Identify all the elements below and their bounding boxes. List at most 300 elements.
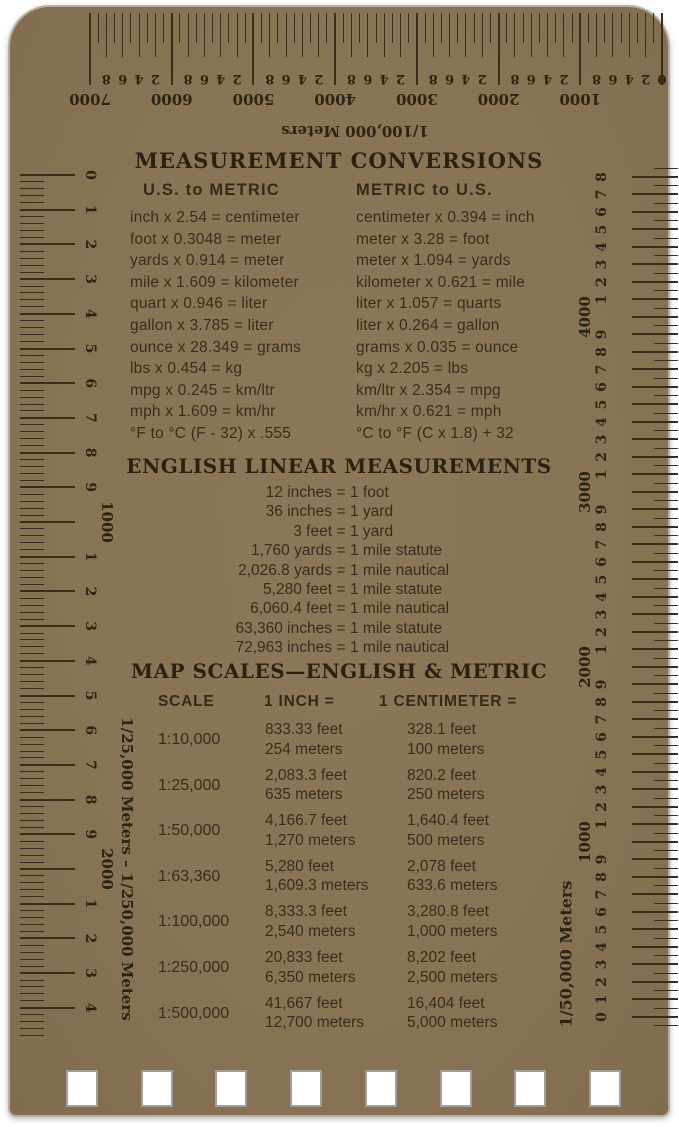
ruler-number: 2 <box>594 277 610 287</box>
ruler-tick <box>20 265 44 266</box>
page-title: MEASUREMENT CONVERSIONS <box>134 148 544 173</box>
ruler-number: 2 <box>594 627 610 637</box>
ruler-tick <box>632 246 678 248</box>
binding-hole <box>365 1070 397 1107</box>
ruler-tick <box>632 229 678 231</box>
ruler-tick <box>20 397 44 398</box>
ruler-tick <box>490 13 491 43</box>
conversion-row: ounce x 28.349 = grams <box>130 338 302 356</box>
ruler-tick <box>188 13 189 57</box>
english-linear-quantity: 5,280 feet <box>263 581 332 599</box>
ruler-number: 6 <box>594 207 610 217</box>
ruler-tick <box>20 515 44 516</box>
map-inch-cell <box>265 994 364 1033</box>
ruler-tick <box>20 299 44 300</box>
ruler-number: 6 <box>594 557 610 567</box>
ruler-tick <box>20 584 44 585</box>
ruler-tick <box>179 13 180 43</box>
ruler-number: 7 <box>594 889 610 900</box>
ruler-tick <box>457 13 458 43</box>
map-centimeter-feet: 820.2 feet <box>407 766 476 784</box>
ruler-number: 4 <box>594 242 610 252</box>
map-inch-feet: 833.33 feet <box>265 721 343 738</box>
ruler-tick <box>425 13 426 43</box>
ruler-number: 1 <box>82 898 98 909</box>
ruler-tick <box>539 13 540 43</box>
ruler-tick <box>632 544 678 546</box>
ruler-tick <box>367 13 368 57</box>
map-centimeter-feet: 328.1 feet <box>407 721 476 738</box>
english-linear-row <box>138 483 548 502</box>
ruler-tick <box>632 211 678 213</box>
ruler-tick <box>20 424 44 425</box>
ruler-tick <box>588 13 589 43</box>
ruler-tick <box>506 13 507 43</box>
ruler-tick <box>334 13 336 85</box>
ruler-tick <box>20 195 44 196</box>
ruler-tick <box>400 13 401 57</box>
ruler-tick <box>351 13 352 57</box>
conversion-row: mph x 1.609 = km/hr <box>130 403 276 421</box>
ruler-tick <box>654 535 678 536</box>
ruler-tick <box>654 640 678 641</box>
ruler-tick <box>632 684 678 686</box>
ruler-number: 9 <box>82 829 98 840</box>
map-scales-heading: MAP SCALES—ENGLISH & METRIC <box>130 659 548 683</box>
ruler-tick <box>482 13 483 57</box>
ruler-number: 1 <box>594 469 610 480</box>
map-inch-feet: 41,667 feet <box>265 994 343 1012</box>
ruler-number: 6 <box>82 378 98 389</box>
ruler-tick <box>632 649 678 651</box>
ruler-tick <box>20 258 44 259</box>
ruler-tick <box>20 216 44 217</box>
ruler-number: 2 <box>314 71 324 86</box>
map-scale-row <box>10 902 668 944</box>
ruler-tick <box>310 13 311 43</box>
ruler-tick <box>20 563 44 564</box>
ruler-number: 1 <box>594 294 610 305</box>
ruler-tick <box>20 855 44 856</box>
ruler-tick <box>632 509 678 511</box>
ruler-number: 8 <box>346 71 357 86</box>
ruler-number: 4 <box>594 767 610 777</box>
ruler-tick <box>20 306 44 307</box>
ruler-number: 6 <box>594 907 610 917</box>
map-centimeter-meters: 1,000 meters <box>407 922 498 940</box>
ruler-tick <box>20 202 44 203</box>
map-centimeter-feet: 1,640.4 feet <box>407 812 489 830</box>
ruler-tick <box>654 763 678 764</box>
equals-sign: = <box>336 542 346 560</box>
ruler-tick <box>654 430 678 431</box>
ruler-tick <box>654 238 678 239</box>
ruler-number: 3 <box>594 434 610 445</box>
ruler-tick <box>20 181 44 182</box>
ruler-tick <box>465 13 466 57</box>
map-scale-row <box>10 766 668 808</box>
ruler-tick <box>20 556 75 558</box>
map-inch-meters: 12,700 meters <box>265 1014 365 1032</box>
ruler-number: 3 <box>594 609 610 620</box>
conversion-row: °C to °F (C x 1.8) + 32 <box>356 424 514 442</box>
ruler-number: 7 <box>82 760 98 770</box>
binding-hole <box>440 1070 472 1107</box>
ruler-tick <box>632 439 678 441</box>
ruler-tick <box>572 13 573 43</box>
ruler-tick <box>449 13 450 57</box>
ruler-tick <box>498 13 500 85</box>
map-centimeter-meters: 500 meters <box>407 831 485 849</box>
conversion-row: yards x 0.914 = meter <box>130 252 285 270</box>
ruler-number: 4 <box>297 71 308 86</box>
ruler-tick <box>654 413 678 414</box>
ruler-tick <box>20 410 44 411</box>
ruler-thousand-number: 1000 <box>98 501 116 543</box>
map-scale-value: 1:50,000 <box>158 822 221 840</box>
map-inch-feet: 4,166.7 feet <box>265 812 347 830</box>
ruler-number: 6 <box>594 732 610 742</box>
map-col-inch: 1 INCH = <box>264 693 335 710</box>
ruler-thousand-number: 2000 <box>576 646 594 688</box>
english-linear-quantity: 6,060.4 feet <box>250 600 332 618</box>
ruler-tick <box>654 220 678 221</box>
ruler-tick <box>277 13 278 43</box>
ruler-tick <box>555 13 556 43</box>
map-inch-meters: 635 meters <box>265 786 343 804</box>
ruler-tick <box>20 702 44 703</box>
ruler-tick <box>654 518 678 519</box>
map-centimeter-meters: 633.6 meters <box>407 877 498 895</box>
ruler-tick <box>20 508 44 509</box>
ruler-tick <box>261 13 262 43</box>
ruler-tick <box>632 701 678 703</box>
ruler-number: 2 <box>559 71 569 86</box>
conversion-row: mile x 1.609 = kilometer <box>130 273 299 291</box>
map-centimeter-cell <box>407 720 485 759</box>
conversion-row: km/hr x 0.621 = mph <box>356 403 502 421</box>
english-linear-row <box>138 619 548 638</box>
ruler-number: 8 <box>265 71 275 86</box>
ruler-tick <box>20 695 75 697</box>
ruler-number: 8 <box>594 347 610 357</box>
ruler-number: 2 <box>594 452 610 462</box>
ruler-number: 5 <box>594 399 610 410</box>
ruler-number: 6 <box>608 71 618 86</box>
ruler-tick <box>654 553 678 554</box>
ruler-tick <box>654 255 678 256</box>
ruler-tick <box>654 693 678 694</box>
ruler-tick <box>20 243 75 245</box>
ruler-tick <box>204 13 205 57</box>
equals-sign: = <box>336 581 346 599</box>
ruler-tick <box>20 174 75 176</box>
ruler-tick <box>20 528 44 529</box>
ruler-thousand-number: 4000 <box>576 296 594 338</box>
ruler-number: 4 <box>543 71 553 86</box>
ruler-number: 4 <box>379 71 389 86</box>
equals-sign: = <box>336 600 346 618</box>
ruler-number: 9 <box>594 504 610 515</box>
map-centimeter-cell <box>407 811 489 850</box>
ruler-tick <box>632 316 678 318</box>
ruler-number: 0 <box>657 71 667 86</box>
ruler-tick <box>20 292 44 293</box>
ruler-number: 4 <box>624 71 634 86</box>
ruler-tick <box>408 13 409 43</box>
ruler-number: 6 <box>281 71 291 86</box>
conversion-row: liter x 1.057 = quarts <box>356 295 502 313</box>
ruler-number: 3 <box>594 259 610 270</box>
ruler-tick <box>654 448 678 449</box>
ruler-tick <box>632 386 678 388</box>
ruler-number: 8 <box>594 172 610 182</box>
map-scale-value: 1:500,000 <box>158 1004 230 1022</box>
binding-hole <box>215 1070 247 1107</box>
ruler-number: 7 <box>594 539 610 550</box>
ruler-tick <box>416 13 418 85</box>
map-inch-cell <box>265 857 368 896</box>
ruler-tick <box>106 13 107 57</box>
conversion-row: kg x 2.205 = lbs <box>356 360 469 378</box>
map-inch-meters: 2,540 meters <box>265 922 356 940</box>
ruler-tick <box>654 570 678 571</box>
map-inch-feet: 20,833 feet <box>265 949 343 966</box>
ruler-tick <box>20 646 44 647</box>
ruler-tick <box>654 308 678 309</box>
map-centimeter-cell <box>407 994 497 1033</box>
conversion-row: mpg x 0.245 = km/ltr <box>130 381 275 399</box>
ruler-tick <box>654 185 678 186</box>
english-linear-row <box>138 580 548 599</box>
ruler-tick <box>327 13 328 43</box>
map-inch-cell <box>265 948 355 987</box>
ruler-number: 6 <box>445 71 455 86</box>
map-centimeter-meters: 5,000 meters <box>407 1014 498 1032</box>
ruler-tick <box>20 272 44 273</box>
ruler-number: 9 <box>82 482 98 493</box>
equals-sign: = <box>336 522 346 540</box>
ruler-tick <box>612 13 613 57</box>
conversion-row: gallon x 3.785 = liter <box>130 316 274 334</box>
ruler-number: 5 <box>594 924 610 935</box>
ruler-number: 8 <box>594 872 610 882</box>
map-scale-value: 1:63,360 <box>158 867 221 885</box>
top-ruler-scale-label: 1/100,000 Meters <box>281 122 429 140</box>
ruler-tick <box>20 598 44 599</box>
ruler-tick <box>384 13 385 57</box>
ruler-tick <box>269 13 270 57</box>
ruler-number: 2 <box>396 71 406 86</box>
ruler-tick <box>392 13 393 43</box>
english-linear-row <box>138 561 548 580</box>
ruler-number: 5 <box>594 224 610 235</box>
ruler-tick <box>654 290 678 291</box>
map-scale-row <box>10 854 668 899</box>
right-ruler-scale-label: 1/50,000 Meters <box>556 880 576 1028</box>
ruler-number: 7 <box>594 364 610 375</box>
ruler-tick <box>20 188 44 189</box>
ruler-number: 2 <box>641 71 651 86</box>
ruler-tick <box>654 325 678 326</box>
ruler-number: 4 <box>82 308 98 319</box>
ruler-number: 2 <box>594 977 610 987</box>
ruler-tick <box>20 445 44 446</box>
ruler-number: 2 <box>477 71 487 86</box>
binding-hole <box>514 1070 546 1107</box>
map-centimeter-meters: 2,500 meters <box>407 968 498 986</box>
ruler-tick <box>122 13 123 57</box>
ruler-tick <box>632 579 678 581</box>
ruler-tick <box>20 653 44 654</box>
english-linear-quantity: 12 inches <box>265 484 332 501</box>
ruler-tick <box>654 710 678 711</box>
ruler-number: 0 <box>82 170 98 180</box>
ruler-tick <box>20 320 44 321</box>
ruler-tick <box>632 631 678 633</box>
ruler-tick <box>196 13 197 43</box>
ruler-tick <box>147 13 148 43</box>
english-linear-row <box>138 522 548 541</box>
map-scale-value: 1:100,000 <box>158 913 230 931</box>
ruler-tick <box>654 500 678 501</box>
ruler-tick <box>20 355 44 356</box>
ruler-number: 1 <box>594 994 610 1005</box>
ruler-number: 6 <box>594 382 610 392</box>
map-scale-value: 1:25,000 <box>158 776 221 794</box>
ruler-number: 1 <box>82 551 98 562</box>
conversion-row: foot x 0.3048 = meter <box>130 230 282 248</box>
english-linear-row <box>138 599 548 618</box>
conversion-row: meter x 1.094 = yards <box>356 252 511 270</box>
map-scale-value: 1:10,000 <box>158 731 221 748</box>
ruler-tick <box>237 13 238 57</box>
ruler-number: 9 <box>594 679 610 690</box>
ruler-tick <box>20 390 44 391</box>
ruler-tick <box>20 625 75 627</box>
ruler-tick <box>163 13 164 43</box>
ruler-tick <box>20 486 75 488</box>
ruler-thousand-number: 4000 <box>314 90 357 108</box>
ruler-tick <box>20 382 75 384</box>
ruler-tick <box>376 13 377 43</box>
binding-hole <box>66 1070 98 1107</box>
map-centimeter-cell <box>407 857 497 896</box>
ruler-number: 2 <box>150 71 160 86</box>
english-linear-quantity: 63,360 inches <box>235 619 332 637</box>
ruler-tick <box>20 417 75 419</box>
ruler-number: 3 <box>82 621 98 631</box>
english-linear-result: 1 yard <box>350 503 394 521</box>
ruler-number: 5 <box>82 343 98 354</box>
ruler-number: 4 <box>216 71 226 86</box>
english-linear-list <box>138 483 548 658</box>
ruler-number: 2 <box>232 71 242 86</box>
ruler-tick <box>318 13 319 57</box>
ruler-tick <box>20 223 44 224</box>
equals-sign: = <box>336 484 346 501</box>
conversion-row: liter x 0.264 = gallon <box>356 316 500 334</box>
map-scale-row <box>10 994 668 1036</box>
ruler-tick <box>632 491 678 493</box>
metric-to-us-header: METRIC to U.S. <box>356 181 493 199</box>
ruler-thousand-number: 3000 <box>576 471 594 513</box>
ruler-tick <box>629 13 630 57</box>
ruler-thousand-number: 2000 <box>477 90 520 108</box>
ruler-tick <box>20 313 75 315</box>
ruler-tick <box>20 369 44 370</box>
ruler-tick <box>632 614 678 616</box>
english-linear-quantity: 72,963 inches <box>235 639 332 657</box>
ruler-tick <box>228 13 229 43</box>
ruler-number: 4 <box>594 417 610 427</box>
ruler-tick <box>474 13 475 43</box>
ruler-tick <box>20 438 44 439</box>
binding-hole <box>141 1070 173 1107</box>
ruler-number: 8 <box>101 71 111 86</box>
ruler-tick <box>20 535 44 536</box>
ruler-tick <box>654 360 678 361</box>
english-linear-row <box>138 502 548 521</box>
ruler-tick <box>632 194 678 196</box>
ruler-tick <box>654 623 678 624</box>
ruler-number: 9 <box>594 329 610 340</box>
reference-card <box>8 5 670 1117</box>
english-linear-quantity: 36 inches <box>265 503 332 521</box>
ruler-tick <box>632 264 678 266</box>
map-inch-meters: 1,609.3 meters <box>265 877 369 895</box>
us-to-metric-list <box>130 207 301 445</box>
ruler-tick <box>621 13 622 43</box>
ruler-tick <box>632 334 678 336</box>
map-scale-row <box>10 720 668 762</box>
ruler-tick <box>89 13 91 85</box>
ruler-tick <box>20 590 75 592</box>
ruler-tick <box>632 351 678 353</box>
ruler-number: 4 <box>134 71 144 86</box>
ruler-tick <box>654 203 678 204</box>
map-centimeter-feet: 16,404 feet <box>407 994 485 1012</box>
ruler-thousand-number: 1000 <box>559 90 602 108</box>
ruler-tick <box>654 588 678 589</box>
map-centimeter-meters: 100 meters <box>407 740 485 758</box>
equals-sign: = <box>336 619 346 637</box>
map-col-centimeter: 1 CENTIMETER = <box>379 693 518 710</box>
map-inch-feet: 5,280 feet <box>265 857 334 875</box>
ruler-tick <box>220 13 221 57</box>
ruler-number: 4 <box>82 655 98 666</box>
ruler-tick <box>579 13 581 85</box>
ruler-tick <box>20 945 44 946</box>
conversion-row: inch x 2.54 = centimeter <box>130 209 300 226</box>
ruler-tick <box>632 526 678 528</box>
ruler-tick <box>139 13 140 57</box>
english-linear-result: 1 foot <box>350 484 389 501</box>
ruler-tick <box>20 362 44 363</box>
ruler-tick <box>632 281 678 283</box>
ruler-tick <box>20 376 44 377</box>
english-linear-result: 1 mile nautical <box>350 639 450 657</box>
map-inch-feet: 8,333.3 feet <box>265 903 347 921</box>
ruler-number: 8 <box>594 697 610 707</box>
left-ruler-scale-label: 1/25,000 Meters – 1/250,000 Meters <box>118 717 136 1021</box>
conversion-row: centimeter x 0.394 = inch <box>356 209 535 226</box>
ruler-number: 8 <box>428 71 438 86</box>
ruler-tick <box>654 395 678 396</box>
conversion-row: meter x 3.28 = foot <box>356 230 490 248</box>
ruler-number: 8 <box>82 447 98 458</box>
ruler-number: 0 <box>594 1012 610 1022</box>
